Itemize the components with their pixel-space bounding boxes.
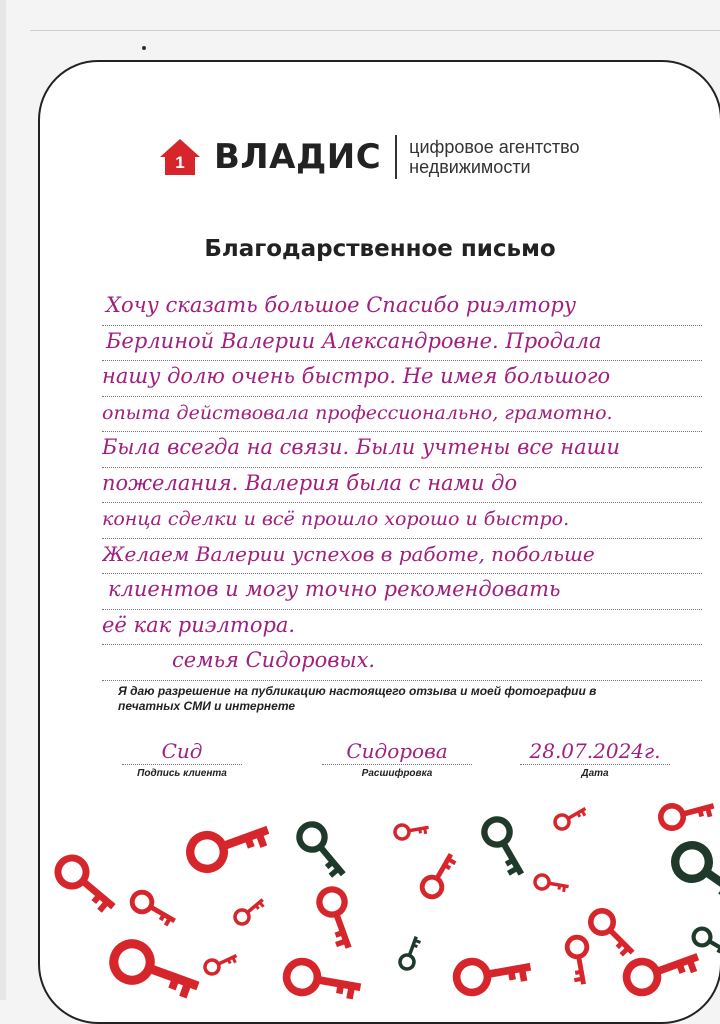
- house-logo-icon: [158, 137, 202, 177]
- brand-name: ВЛАДИС: [214, 137, 382, 177]
- letter-line: её как риэлтора.: [102, 610, 702, 646]
- key-icon: [566, 936, 594, 986]
- client-signature: Сид: [161, 739, 203, 763]
- date-label: Дата: [581, 768, 609, 779]
- key-icon: [622, 942, 703, 997]
- key-icon: [185, 814, 273, 873]
- key-icon: [419, 849, 460, 900]
- date-rule: [520, 764, 670, 765]
- letter-line: конца сделки и всё прошло хорошо и быстро.: [102, 503, 702, 539]
- tagline-line-2: недвижимости: [409, 157, 531, 177]
- decoding-rule: [322, 764, 472, 765]
- key-icon: [658, 795, 716, 831]
- letter-line: нашу долю очень быстро. Не имея большого: [102, 361, 702, 397]
- letter-line: Хочу сказать большое Спасибо риэлтору: [102, 290, 702, 326]
- company-logo: [158, 132, 580, 182]
- key-icon: [203, 949, 240, 976]
- key-icon: [586, 906, 640, 960]
- key-icon: [552, 802, 588, 831]
- letter-line: Была всегда на связи. Были учтены все наши: [102, 432, 702, 468]
- key-icon: [294, 819, 353, 882]
- key-icon: [316, 886, 361, 952]
- signature-date: 28.07.2024г.: [529, 739, 661, 763]
- key-icon: [129, 889, 180, 930]
- date-block: [520, 738, 670, 779]
- letter-line: опыта действовала профессионально, грамотно.: [102, 397, 702, 433]
- client-signature-block: [122, 738, 242, 779]
- logo-digit: 1: [175, 153, 185, 172]
- letter-line: семья Сидоровых.: [102, 645, 702, 681]
- letter-line: клиентов и могу точно рекомендовать: [102, 574, 702, 610]
- letter-sheet: [38, 60, 720, 1024]
- publication-consent: Я даю разрешение на публикацию настоящего отзыва и моей фотографии в печатных СМИ и интернете: [118, 684, 597, 713]
- handwritten-letter: [102, 290, 702, 681]
- signature-rule: [122, 764, 242, 765]
- client-signature-label: Подпись клиента: [137, 768, 227, 779]
- key-icon: [394, 820, 430, 840]
- scan-speck: [142, 46, 146, 50]
- decoding-label: Расшифровка: [361, 768, 433, 779]
- decoding-block: [322, 738, 472, 779]
- key-icon: [454, 952, 533, 995]
- key-icon: [480, 815, 532, 881]
- tagline-line-1: цифровое агентство: [409, 137, 580, 157]
- key-icon: [534, 874, 570, 894]
- logo-divider: [395, 135, 397, 179]
- signature-decoding: Сидорова: [346, 739, 448, 763]
- scan-edge: [0, 0, 6, 1000]
- key-icon: [109, 939, 205, 1002]
- key-icon: [52, 852, 122, 917]
- brand-tagline: [409, 137, 579, 177]
- letter-line: пожелания. Валерия была с нами до: [102, 468, 702, 504]
- scan-top-line: [30, 30, 720, 31]
- key-icon: [284, 959, 363, 1002]
- key-icon: [232, 894, 267, 927]
- key-icon: [669, 839, 720, 913]
- key-icon: [691, 926, 720, 961]
- letter-line: Берлиной Валерии Александровне. Продала: [102, 326, 702, 362]
- letter-line: Желаем Валерии успехов в работе, побольше: [102, 539, 702, 575]
- key-icon: [398, 934, 423, 971]
- letter-title: Благодарственное письмо: [204, 236, 556, 262]
